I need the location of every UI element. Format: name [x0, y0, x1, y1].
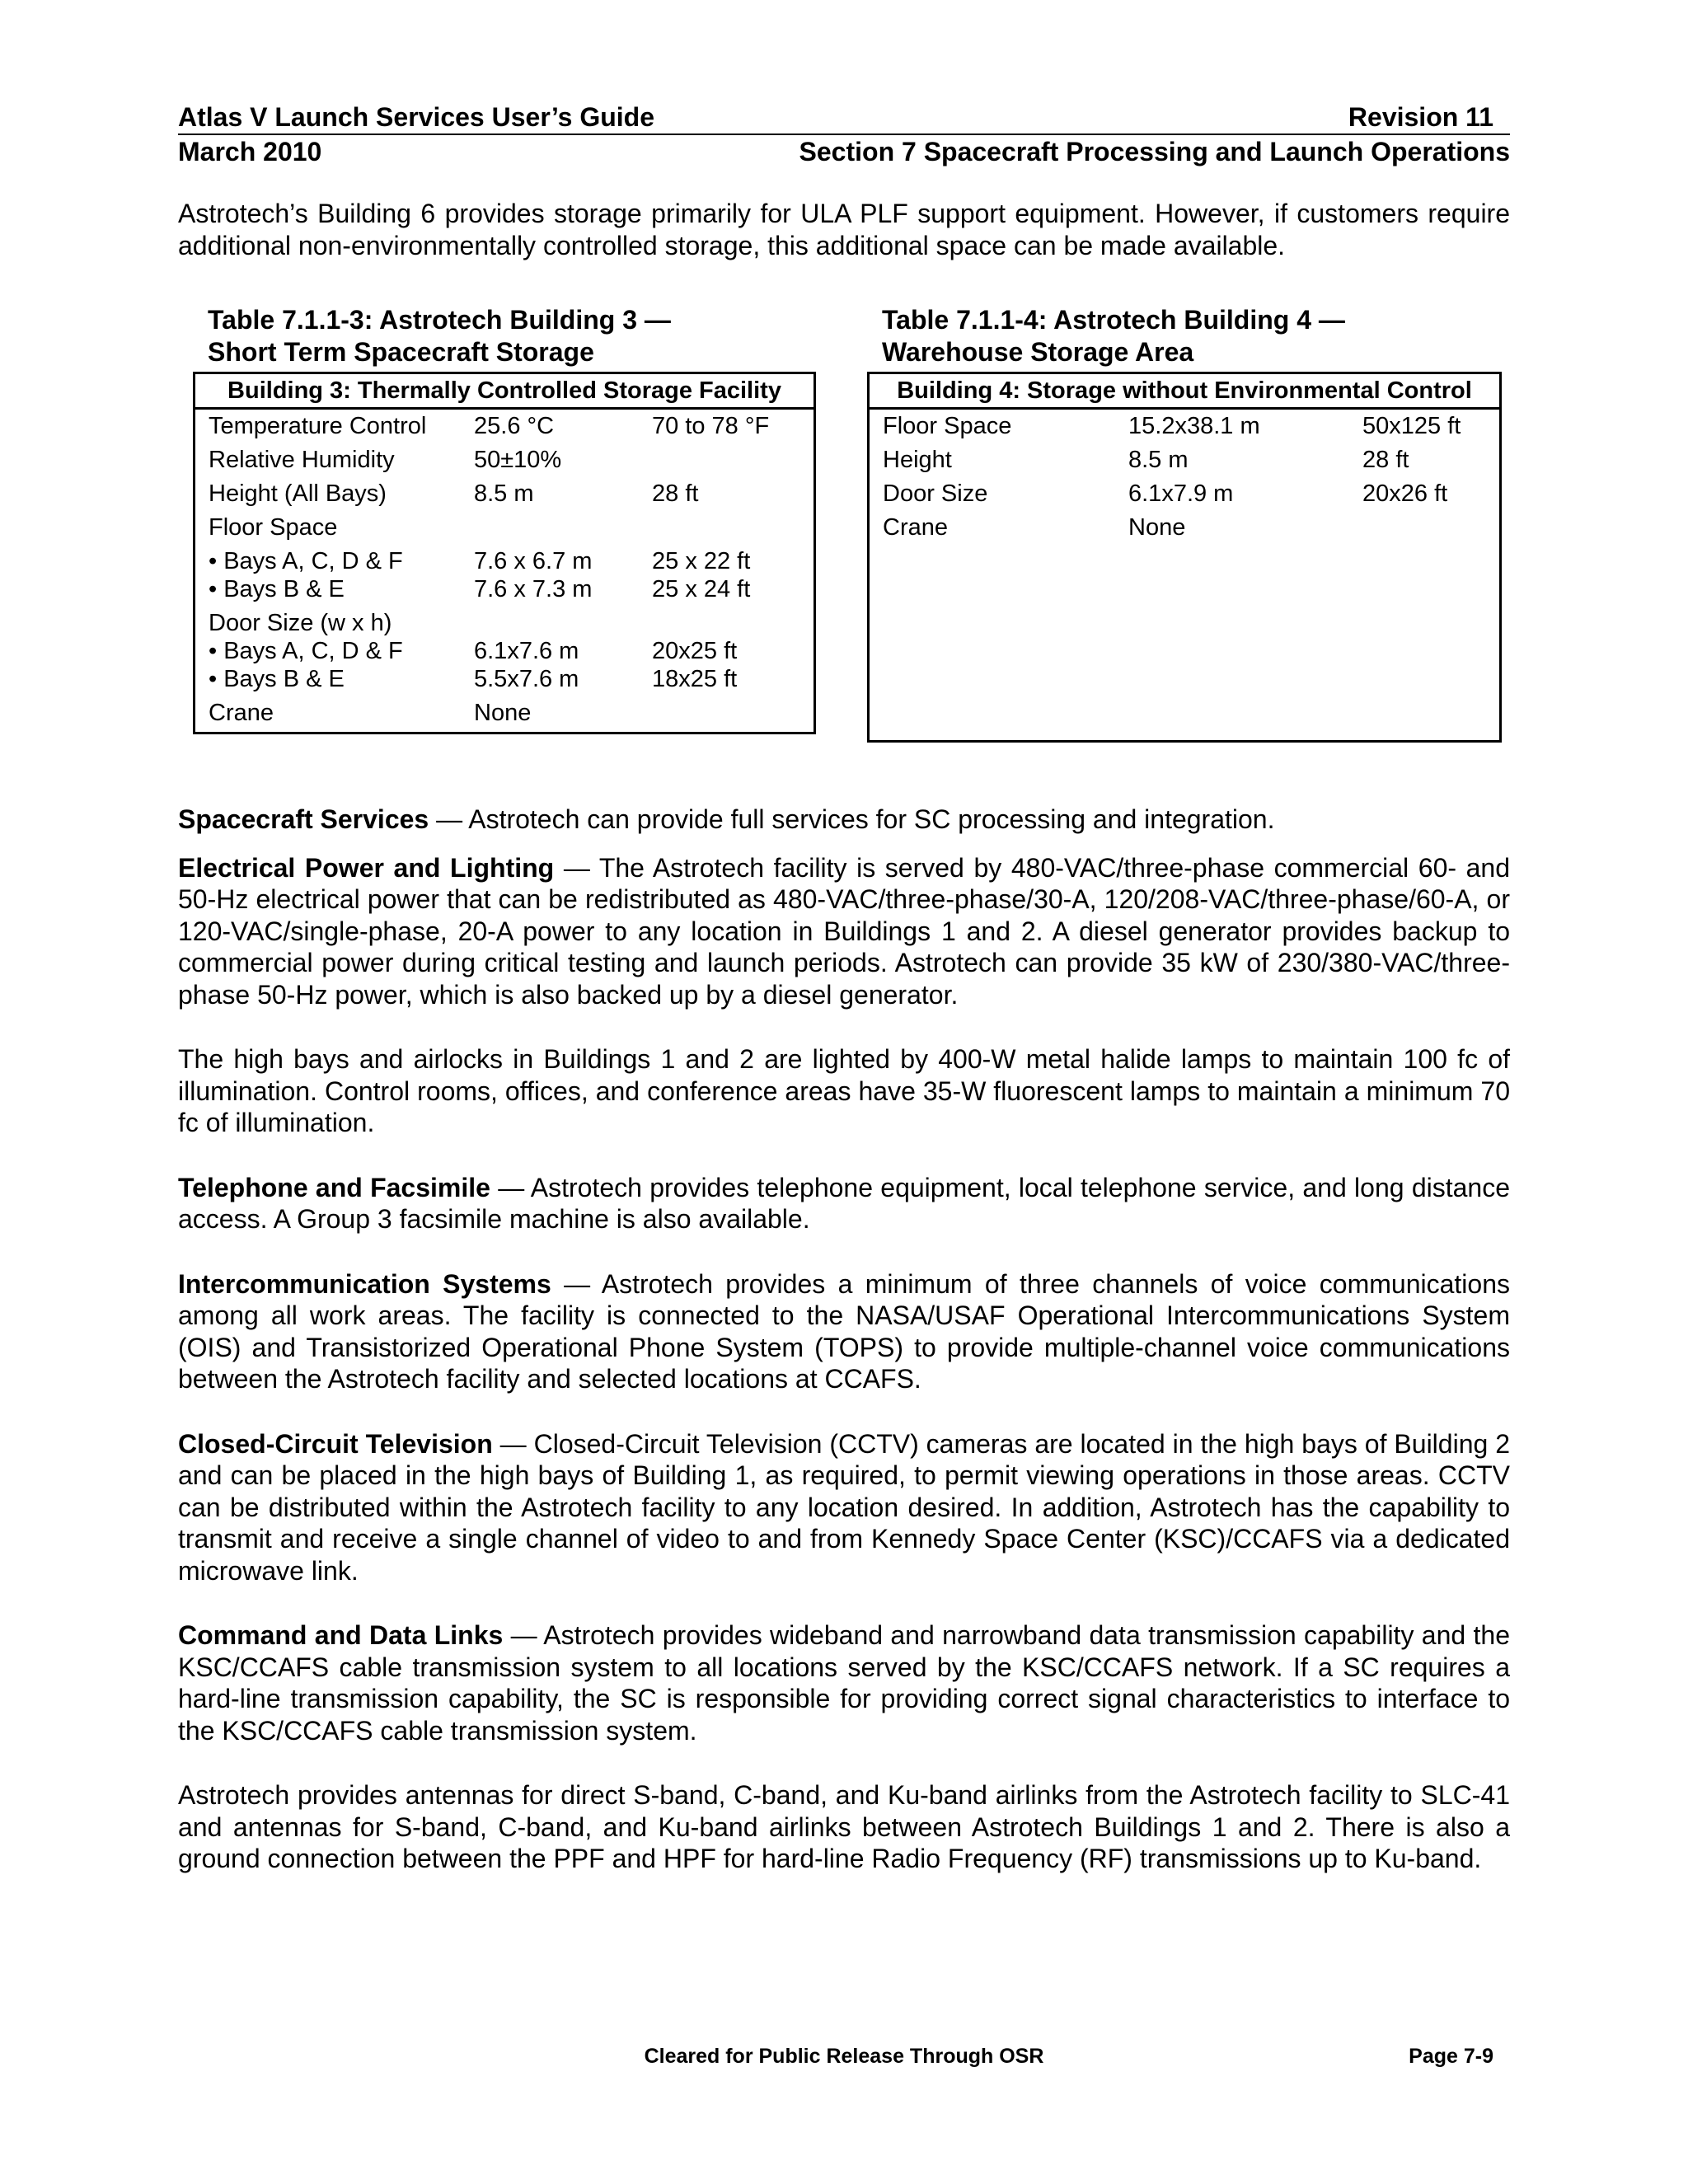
table-cell: [474, 609, 652, 637]
table-cell: 25 x 22 ft: [652, 548, 751, 574]
section-heading: Command and Data Links: [178, 1620, 504, 1650]
table-row: [209, 609, 804, 637]
table-row: [209, 575, 804, 603]
document-date: March 2010: [178, 137, 322, 166]
table-cell: Door Size: [883, 480, 988, 507]
table-cell: 8.5 m: [1128, 447, 1189, 473]
table-cell: [1362, 513, 1489, 541]
table-header: Building 4: Storage without Environmental Control: [870, 374, 1499, 410]
intro-paragraph: Astrotech’s Building 6 provides storage primarily for ULA PLF support equipment. However, if customers require additional non-environmentally controlled storage, this additional space can be made available.: [178, 199, 1510, 260]
table-cell: Temperature Control: [209, 413, 427, 439]
table-cell: Crane: [209, 700, 274, 726]
section-paragraph: [178, 852, 1510, 1011]
section-paragraph: [178, 1428, 1510, 1587]
tables-row: [178, 304, 1510, 743]
table-header: Building 3: Thermally Controlled Storage Facility: [195, 374, 814, 410]
section-heading: Electrical Power and Lighting: [178, 852, 555, 883]
table-cell: 25.6 °C: [474, 413, 555, 439]
section-text: — Astrotech can provide full services for SC processing and integration.: [429, 804, 1275, 834]
table-cell: None: [474, 700, 532, 726]
table-building-4: [867, 304, 1502, 743]
table-body: [195, 410, 814, 732]
table-box: [193, 372, 816, 734]
section-paragraph: [178, 804, 1510, 836]
section-paragraph: [178, 1268, 1510, 1395]
section-heading: Intercommunication Systems: [178, 1268, 551, 1299]
table-building-3: [193, 304, 816, 743]
document-page: [178, 101, 1510, 1875]
header-row-1: [178, 101, 1510, 135]
table-cell: 8.5 m: [474, 480, 534, 507]
section-text: Astrotech provides antennas for direct S-band, C-band, and Ku-band airlinks from the Astrotech facility to SLC-41 and antennas for S-band, C-band, and Ku-band airlinks between Astrotech Buildings 1 and 2. There is also a ground connection between the PPF and HPF for hard-line Radio Frequency (RF) transmissions up to Ku-band.: [178, 1780, 1510, 1873]
section-text: — The Astrotech facility is served by 480-VAC/three-phase commercial 60- and 50-Hz electrical power that can be redistributed as 480-VAC/three-phase/30-A, 120/208-VAC/three-phase/60-A, or 120-VAC/single-phase, 20-A power to any location in Buildings 1 and 2. A diesel generator provides backup to commercial power during critical testing and launch periods. Astrotech can provide 35 kW of 230/380-VAC/three-phase 50-Hz power, which is also backed up by a diesel generator.: [178, 852, 1511, 1010]
table-cell: 15.2x38.1 m: [1128, 413, 1260, 439]
release-notice: Cleared for Public Release Through OSR: [644, 2045, 1044, 2068]
table-cell: Relative Humidity: [209, 447, 395, 473]
section-heading: Spacecraft Services: [178, 804, 429, 834]
table-cell: [474, 513, 652, 541]
table-cell: 7.6 x 6.7 m: [474, 548, 593, 574]
table-cell: 6.1x7.6 m: [474, 638, 579, 664]
table-cell: Door Size (w x h): [209, 610, 392, 636]
table-row: [209, 513, 804, 541]
table-box: [867, 372, 1502, 743]
header-row-2: [178, 135, 1510, 168]
table-caption: [867, 304, 1502, 368]
section-paragraph: [178, 1172, 1510, 1235]
caption-line-2: Warehouse Storage Area: [882, 337, 1194, 367]
section-text: — Astrotech provides wideband and narrowband data transmission capability and the KSC/CCAFS cable transmission system to all locations served by the KSC/CCAFS network. If a SC requires a hard-line transmission capability, the SC is responsible for providing correct signal characteristics to interface to the KSC/CCAFS cable transmission system.: [178, 1620, 1511, 1746]
caption-line-1: Table 7.1.1-4: Astrotech Building 4 —: [882, 305, 1345, 335]
table-cell: None: [1128, 514, 1186, 541]
table-cell: Height (All Bays): [209, 480, 387, 507]
section-paragraph: [178, 1779, 1510, 1875]
section-text: — Astrotech provides a minimum of three channels of voice communications among all work areas. The facility is connected to the NASA/USAF Operational Intercommunications System (OIS) and Transistorized Operational Phone System (TOPS) to provide multiple-channel voice communications between the Astrotech facility and selected locations at CCAFS.: [178, 1268, 1511, 1394]
caption-line-2: Short Term Spacecraft Storage: [208, 337, 594, 367]
document-title: Atlas V Launch Services User’s Guide: [178, 102, 655, 132]
table-cell: 50±10%: [474, 447, 562, 473]
table-cell: 18x25 ft: [652, 666, 738, 692]
table-row: [883, 412, 1489, 440]
section-paragraph: [178, 1043, 1510, 1139]
section-title: Section 7 Spacecraft Processing and Launch Operations: [799, 137, 1510, 166]
table-cell: 7.6 x 7.3 m: [474, 576, 593, 602]
table-cell: • Bays A, C, D & F: [209, 548, 403, 574]
table-cell: [652, 446, 804, 474]
table-cell: Floor Space: [883, 413, 1012, 439]
table-cell: • Bays A, C, D & F: [209, 638, 403, 664]
table-cell: 25 x 24 ft: [652, 576, 751, 602]
table-row: [209, 665, 804, 693]
caption-line-1: Table 7.1.1-3: Astrotech Building 3 —: [208, 305, 671, 335]
table-cell: • Bays B & E: [209, 576, 345, 602]
table-cell: 28 ft: [652, 480, 699, 507]
table-cell: [652, 609, 804, 637]
table-caption: [193, 304, 816, 368]
table-row: [209, 412, 804, 440]
table-cell: 5.5x7.6 m: [474, 666, 579, 692]
table-row: [209, 547, 804, 575]
table-row: [209, 637, 804, 665]
table-cell: [652, 513, 804, 541]
section-text: The high bays and airlocks in Buildings 1 and 2 are lighted by 400-W metal halide lamps to maintain 100 fc of illumination. Control rooms, offices, and conference areas have 35-W fluorescent lamps to maintain a minimum 70 fc of illumination.: [178, 1044, 1510, 1137]
table-cell: Height: [883, 447, 952, 473]
table-row: [883, 513, 1489, 541]
page-number: Page 7-9: [1409, 2045, 1493, 2068]
revision-label: Revision 11: [1348, 102, 1493, 132]
section-heading: Telephone and Facsimile: [178, 1172, 490, 1202]
section-paragraph: [178, 1619, 1510, 1746]
table-cell: 28 ft: [1362, 447, 1409, 473]
table-row: [209, 699, 804, 727]
section-heading: Closed-Circuit Television: [178, 1428, 493, 1459]
services-sections: [178, 804, 1510, 1875]
table-row: [209, 480, 804, 508]
section-text: — Closed-Circuit Television (CCTV) cameras are located in the high bays of Building 2 and can be placed in the high bays of Building 1, as required, to permit viewing operations in those areas. CCTV can be distributed within the Astrotech facility to any location desired. In addition, Astrotech has the capability to transmit and receive a single channel of video to and from Kennedy Space Center (KSC)/CCAFS via a dedicated microwave link.: [178, 1428, 1511, 1586]
table-row: [883, 480, 1489, 508]
table-cell: 20x26 ft: [1362, 480, 1448, 507]
table-cell: 50x125 ft: [1362, 413, 1461, 439]
table-cell: Crane: [883, 514, 948, 541]
table-cell: • Bays B & E: [209, 666, 345, 692]
table-row: [883, 446, 1489, 474]
table-row: [209, 446, 804, 474]
section-text: — Astrotech provides telephone equipment, local telephone service, and long distance access. A Group 3 facsimile machine is also available.: [178, 1172, 1511, 1234]
table-body: [870, 410, 1499, 740]
table-cell: Floor Space: [209, 514, 338, 541]
table-cell: 70 to 78 °F: [652, 413, 770, 439]
table-cell: 20x25 ft: [652, 638, 738, 664]
table-cell: [652, 699, 804, 727]
table-cell: 6.1x7.9 m: [1128, 480, 1234, 507]
